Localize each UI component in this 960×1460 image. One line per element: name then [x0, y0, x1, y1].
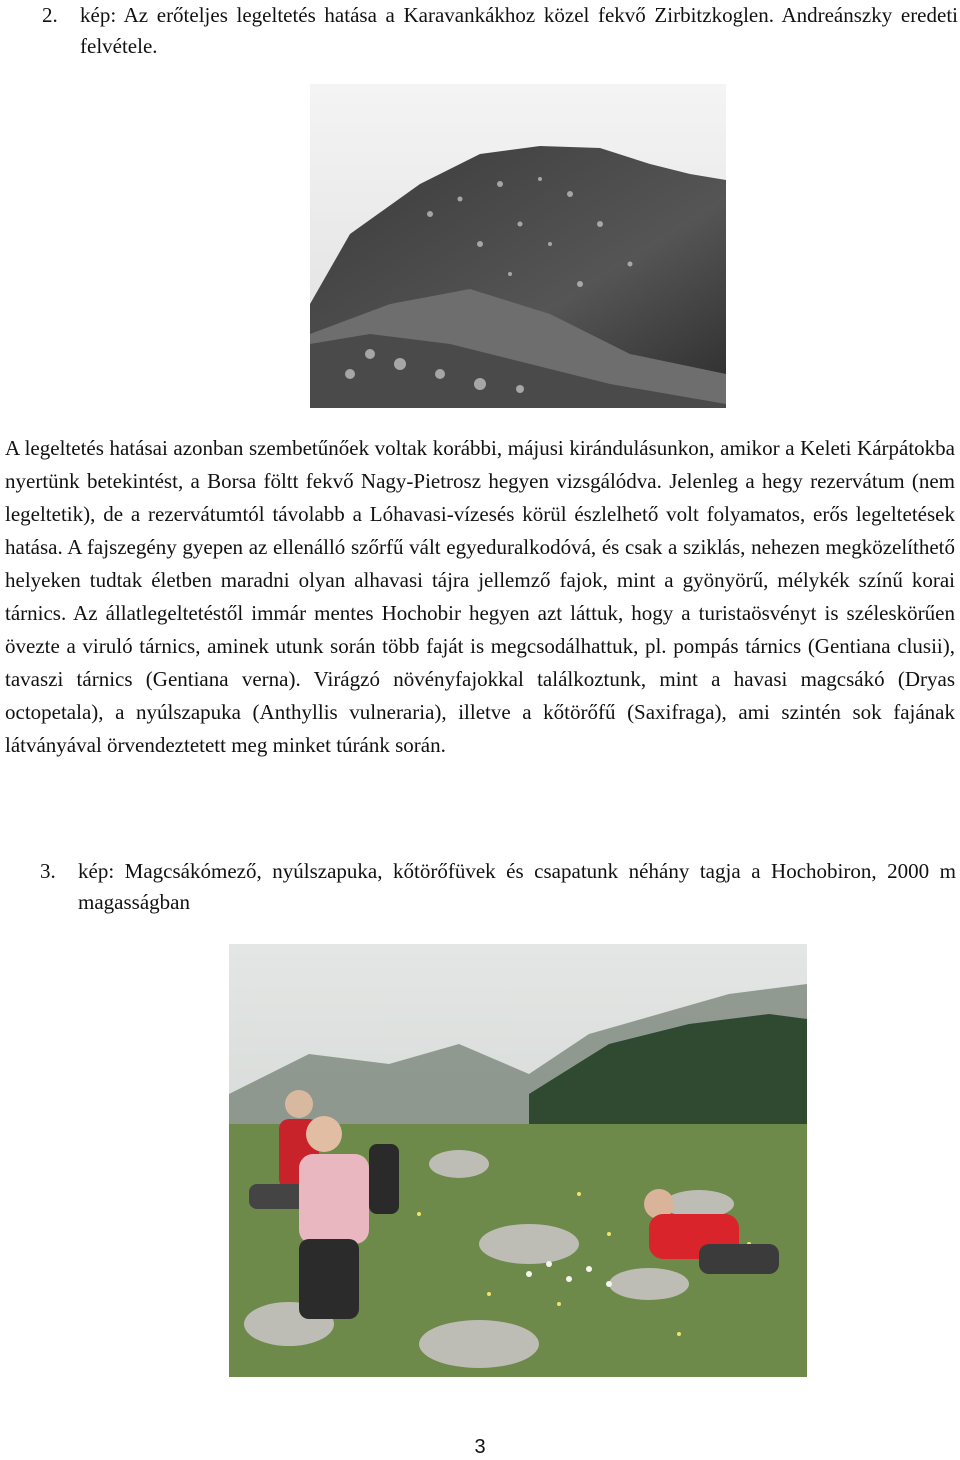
figure-1-caption — [42, 0, 958, 62]
hikers-meadow-photo — [229, 944, 807, 1377]
page-number: 3 — [474, 1436, 486, 1458]
figure-2-number: 3. — [40, 859, 56, 883]
mountain-photo-image — [310, 84, 726, 408]
hikers-meadow-photo-image — [229, 944, 807, 1377]
mountain-photo — [310, 84, 726, 408]
figure-1-number: 2. — [42, 3, 58, 27]
figure-2-caption — [40, 856, 956, 918]
figure-1-caption-text: kép: Az erőteljes legeltetés hatása a Karavankákhoz közel fekvő Zirbitzkoglen. Andreánszky eredeti felvétele. — [80, 3, 958, 58]
figure-2-caption-text: kép: Magcsákómező, nyúlszapuka, kőtörőfüvek és csapatunk néhány tagja a Hochobiron, 2000 m magasságban — [78, 859, 956, 914]
body-paragraph: A legeltetés hatásai azonban szembetűnőek voltak korábbi, májusi kirándulásunkon, amikor a Keleti Kárpátokba nyertünk betekintést, a Borsa föltt fekvő Nagy-Pietrosz hegyen vizsgálódva. Jelenleg a hegy rezervátum (nem legeltetik), de a rezervátumtól távolabb a Lóhavasi-vízesés körül észlelhető volt folyamatos, erős legeltetések hatása. A fajszegény gyepen az ellenálló szőrfű vált egyeduralkodóvá, és csak a sziklás, nehezen megközelíthető helyeken tudtak életben maradni olyan alhavasi tájra jellemző fajok, mint a gyönyörű, mélykék színű korai tárnics. Az állatlegeltetéstől immár mentes Hochobir hegyen azt láttuk, hogy a turistaösvényt is széleskörűen övezte a viruló tárnics, aminek utunk során több faját is megcsodálhattuk, pl. pompás tárnics (Gentiana clusii), tavaszi tárnics (Gentiana verna). Virágzó növényfajokkal találkoztunk, mint a havasi magcsákó (Dryas octopetala), a nyúlszapuka (Anthyllis vulneraria), illetve a kőtörőfű (Saxifraga), ami szintén sok fajának látványával örvendeztetett meg minket túránk során. — [5, 436, 955, 757]
